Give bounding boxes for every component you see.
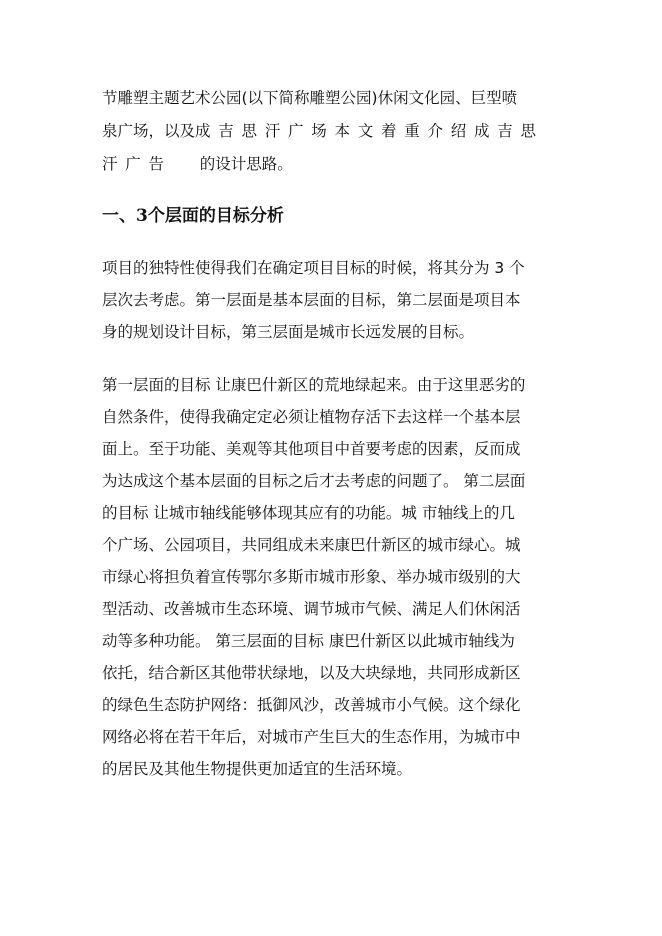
paragraph-1-line: 层次去考虑。第一层面是基本层面的目标，第二层面是项目本	[102, 291, 521, 309]
paragraph-2-line: 的目标 让城市轴线能够体现其应有的功能。城 市轴线上的几	[102, 504, 515, 522]
intro-line-3-spaced: 汗广告	[102, 155, 172, 173]
section-heading: 一、3个层面的目标分析	[102, 206, 284, 226]
paragraph-2-line: 网络必将在若干年后，对城市产生巨大的生态作用，为城市中	[102, 728, 521, 746]
intro-line-3	[102, 154, 293, 174]
paragraph-2-line: 型活动、改善城市生态环境、调节城市气候、满足人们休闲活	[102, 600, 521, 618]
paragraph-2-line: 个广场、公园项目，共同组成未来康巴什新区的城市绿心。城	[102, 536, 521, 554]
paragraph-2-line: 动等多种功能。 第三层面的目标 康巴什新区以此城市轴线为	[102, 632, 515, 650]
paragraph-1-line: 身的规划设计目标，第三层面是城市长远发展的目标。	[102, 323, 475, 341]
intro-line-1: 节雕塑主题艺术公园(以下简称雕塑公园)休闲文化园、巨型喷	[102, 89, 518, 107]
paragraph-2-line: 的居民及其他生物提供更加适宜的生活环境。	[102, 760, 413, 778]
paragraph-2-line: 依托，结合新区其他带状绿地，以及大块绿地，共同形成新区	[102, 664, 521, 682]
paragraph-2-line: 的绿色生态防护网络：抵御风沙，改善城市小气候。这个绿化	[102, 696, 521, 714]
paragraph-2-line: 第一层面的目标 让康巴什新区的荒地绿起来。由于这里恶劣的	[102, 376, 526, 394]
paragraph-2-line: 面上。至于功能、美观等其他项目中首要考虑的因素，反而成	[102, 440, 521, 458]
paragraph-2-line: 自然条件，使得我确定定必须让植物存活下去这样一个基本层	[102, 408, 521, 426]
intro-line-2-start: 泉广场，以及	[102, 122, 196, 140]
paragraph-2-line: 市绿心将担负着宣传鄂尔多斯市城市形象、举办城市级别的大	[102, 568, 521, 586]
intro-line-2-spaced: 成吉思汗广场本文着重介绍成吉思	[195, 122, 544, 140]
paragraph-2-line: 为达成这个基本层面的目标之后才去考虑的问题了。 第二层面	[102, 472, 526, 490]
intro-line-3-end: 的设计思路。	[199, 155, 293, 173]
paragraph-1-line: 项目的独特性使得我们在确定项目目标的时候，将其分为 3 个	[102, 259, 525, 277]
intro-line-2	[102, 121, 544, 141]
